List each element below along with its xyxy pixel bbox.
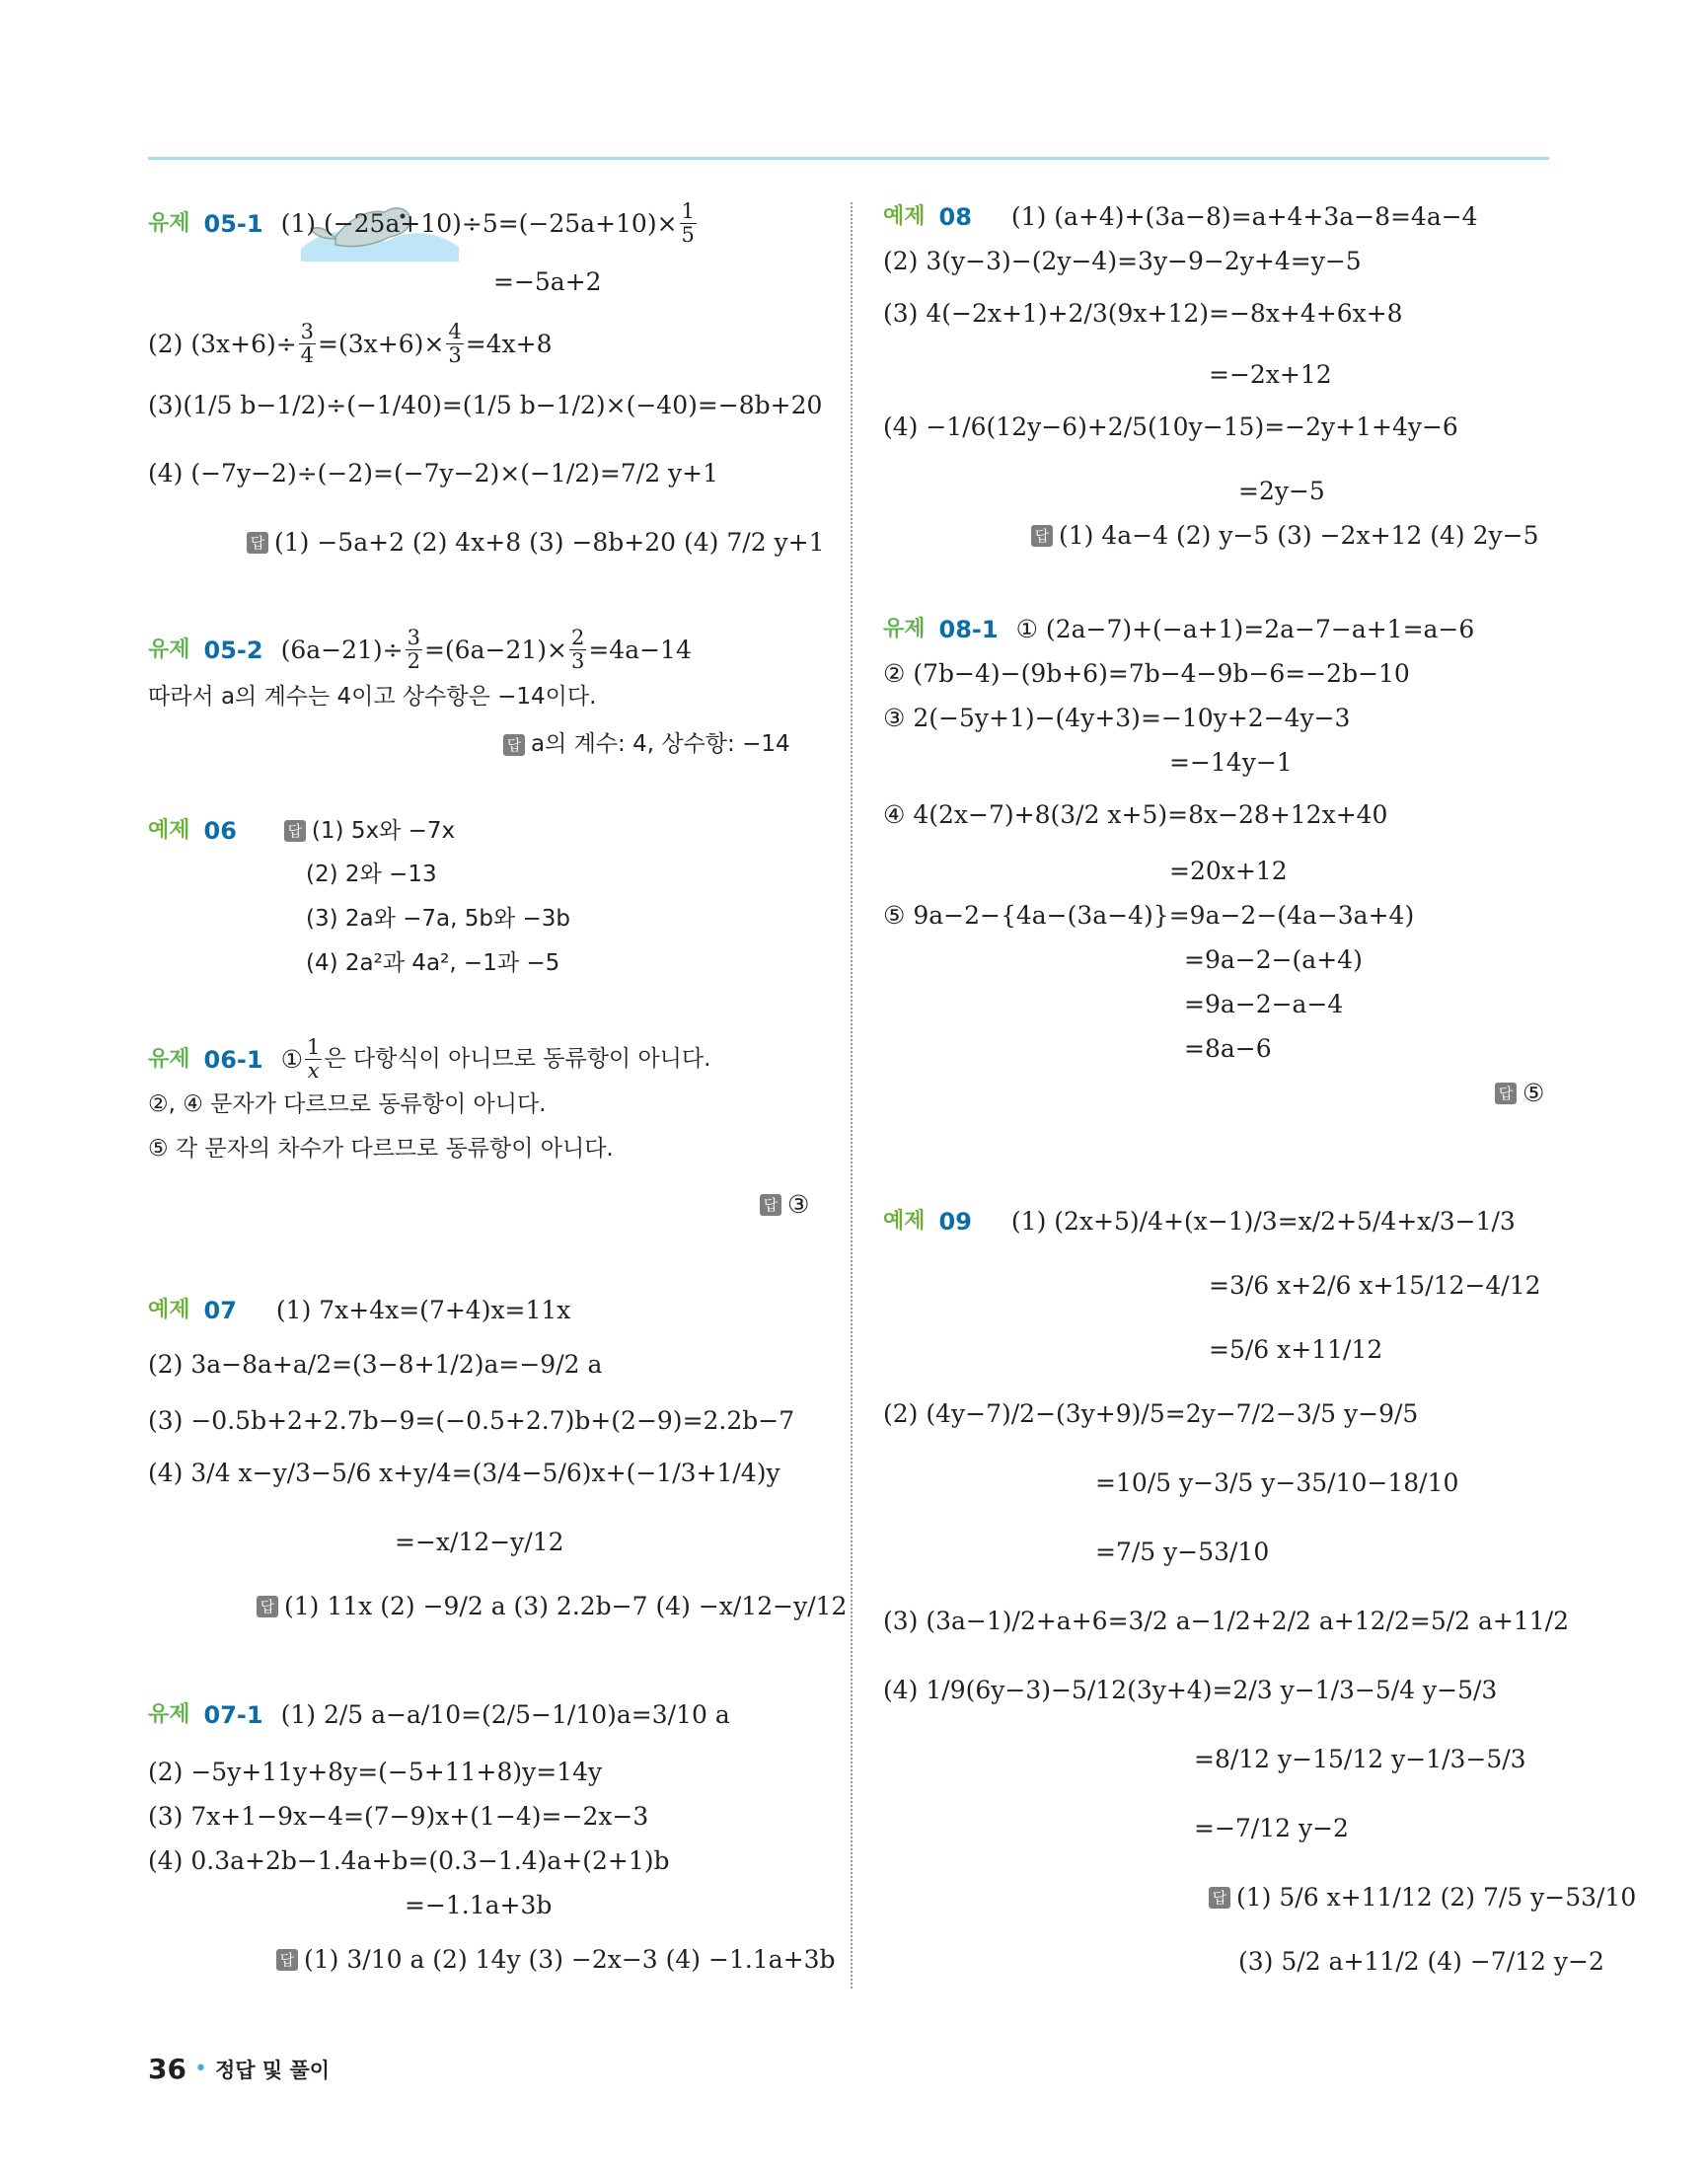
page-number: 36 (148, 2053, 186, 2085)
answer-badge: 답 (503, 734, 525, 756)
answer-badge: 답 (760, 1194, 781, 1216)
page-header (148, 94, 1559, 173)
equation-line: (3) 4(−2x+1)+2/3(9x+12)=−8x+4+6x+8 (883, 299, 1403, 328)
equation-line: =−7/12 y−2 (1194, 1814, 1349, 1842)
equation-line: =20x+12 (1169, 857, 1288, 885)
equation-line: =−x/12−y/12 (395, 1528, 564, 1556)
equation-line: ③ 2(−5y+1)−(4y+3)=−10y+2−4y−3 (883, 704, 1351, 732)
equation-line: (3) −0.5b+2+2.7b−9=(−0.5+2.7)b+(2−9)=2.2b−7 (148, 1406, 795, 1435)
answer-text: (1) 4a−4 (2) y−5 (3) −2x+12 (4) 2y−5 (1059, 521, 1539, 550)
equation-line: =8/12 y−15/12 y−1/3−5/3 (1194, 1745, 1526, 1773)
answer-text: (1) 11x (2) −9/2 a (3) 2.2b−7 (4) −x/12−y/12 (284, 1592, 848, 1620)
equation-line: (2) 3a−8a+a/2=(3−8+1/2)a=−9/2 a (148, 1350, 603, 1379)
explanation-text: ⑤ 각 문자의 차수가 다르므로 동류항이 아니다. (148, 1136, 614, 1162)
equation-line: (3)(1/5 b−1/2)÷(−1/40)=(1/5 b−1/2)×(−40)=−8b+20 (148, 391, 823, 419)
answer-text: ③ (787, 1190, 810, 1219)
answer-text: ⑤ (1522, 1079, 1545, 1107)
answer-badge: 답 (1209, 1887, 1230, 1909)
fraction: $\frac{3}{2}$ (407, 626, 420, 674)
equation-line: =−5a+2 (493, 267, 602, 296)
label-yeje: 예제 (883, 203, 926, 229)
fraction: $\frac{1}{x}$ (307, 1035, 321, 1084)
fraction: $\frac{1}{5}$ (681, 199, 695, 248)
header-rule (148, 157, 1549, 160)
footer-title: 정답 및 풀이 (214, 2058, 331, 2082)
answer-text: (1) 5/6 x+11/12 (2) 7/5 y−53/10 (1236, 1883, 1637, 1912)
equation-line: =9a−2−a−4 (1184, 990, 1344, 1018)
label-yuje: 유제 (148, 1701, 190, 1727)
equation-line: ⑤ 9a−2−{4a−(3a−4)}=9a−2−(4a−3a+4) (883, 901, 1415, 930)
equation-line: (2) 3(y−3)−(2y−4)=3y−9−2y+4=y−5 (883, 247, 1362, 275)
equation-line: (2) (3x+6)÷ (148, 330, 297, 359)
equation-line: (3) 7x+1−9x−4=(7−9)x+(1−4)=−2x−3 (148, 1802, 649, 1831)
equation-line: ② (7b−4)−(9b+6)=7b−4−9b−6=−2b−10 (883, 659, 1410, 688)
equation-line: =−14y−1 (1169, 748, 1293, 777)
label-yeje: 예제 (883, 1208, 926, 1234)
equation-line: (2) −5y+11y+8y=(−5+11+8)y=14y (148, 1758, 603, 1786)
page-footer (148, 2053, 330, 2085)
label-yeje: 예제 (148, 1297, 190, 1322)
answer-badge: 답 (284, 820, 306, 842)
equation-line: (4) 3/4 x−y/3−5/6 x+y/4=(3/4−5/6)x+(−1/3+1/4)y (148, 1459, 780, 1487)
problem-number: 05-2 (203, 636, 263, 664)
answer-line: (3) 2a와 −7a, 5b와 −3b (306, 906, 571, 932)
equation-line: (4) (−7y−2)÷(−2)=(−7y−2)×(−1/2)=7/2 y+1 (148, 459, 719, 488)
equation-line: =2y−5 (1238, 477, 1325, 505)
equation-line: (3) (3a−1)/2+a+6=3/2 a−1/2+2/2 a+12/2=5/2 a+11/2 (883, 1607, 1570, 1635)
problem-number: 08-1 (938, 615, 999, 643)
answer-text: a의 계수: 4, 상수항: −14 (531, 731, 790, 757)
problem-number: 06-1 (203, 1045, 263, 1074)
answer-badge: 답 (1031, 525, 1053, 547)
explanation-text: 따라서 a의 계수는 4이고 상수항은 −14이다. (148, 684, 597, 710)
equation-line: =9a−2−(a+4) (1184, 945, 1363, 974)
problem-number: 05-1 (203, 209, 263, 238)
fraction: $\frac{2}{3}$ (570, 626, 585, 674)
problem-number: 08 (938, 202, 972, 231)
label-yuje: 유제 (148, 210, 190, 236)
equation-line: =10/5 y−3/5 y−35/10−18/10 (1095, 1468, 1459, 1497)
bullet-dot-icon: • (193, 2057, 207, 2081)
answer-text: (1) −5a+2 (2) 4x+8 (3) −8b+20 (4) 7/2 y+1 (274, 528, 825, 557)
problem-number: 07 (203, 1296, 237, 1324)
equation-line: (4) 1/9(6y−3)−5/12(3y+4)=2/3 y−1/3−5/4 y−5/3 (883, 1676, 1498, 1704)
equation-line: (1) (−25a+10)÷5=(−25a+10)× (280, 209, 678, 239)
equation-line: =7/5 y−53/10 (1095, 1538, 1270, 1566)
label-yeje: 예제 (148, 818, 190, 843)
answer-badge: 답 (247, 532, 268, 554)
answer-line: (4) 2a²과 4a², −1과 −5 (306, 950, 560, 976)
answer-text: (1) 3/10 a (2) 14y (3) −2x−3 (4) −1.1a+3b (304, 1945, 836, 1974)
column-divider (851, 202, 853, 1988)
equation-line: (4) 0.3a+2b−1.4a+b=(0.3−1.4)a+(2+1)b (148, 1846, 670, 1875)
equation-line: ④ 4(2x−7)+8(3/2 x+5)=8x−28+12x+40 (883, 800, 1388, 829)
answer-badge: 답 (276, 1949, 298, 1971)
answer-line: (2) 2와 −13 (306, 862, 437, 887)
label-yuje: 유제 (883, 616, 926, 641)
equation-line: (4) −1/6(12y−6)+2/5(10y−15)=−2y+1+4y−6 (883, 413, 1458, 441)
problem-number: 07-1 (203, 1700, 263, 1729)
equation-line: =8a−6 (1184, 1034, 1272, 1063)
problem-number: 09 (938, 1207, 972, 1236)
equation-line: =3/6 x+2/6 x+15/12−4/12 (1209, 1271, 1541, 1300)
equation-line: (2) (4y−7)/2−(3y+9)/5=2y−7/2−3/5 y−9/5 (883, 1399, 1419, 1428)
explanation-text: ②, ④ 문자가 다르므로 동류항이 아니다. (148, 1091, 547, 1117)
problem-number: 06 (203, 817, 237, 845)
answer-badge: 답 (257, 1596, 278, 1617)
answer-badge: 답 (1495, 1083, 1517, 1104)
fraction: $\frac{3}{4}$ (300, 320, 315, 368)
equation-line: =−2x+12 (1209, 360, 1332, 389)
label-yuje: 유제 (148, 1046, 190, 1072)
label-yuje: 유제 (148, 637, 190, 662)
fraction: $\frac{4}{3}$ (448, 320, 462, 368)
equation-line: =−1.1a+3b (405, 1891, 553, 1919)
answer-text: (3) 5/2 a+11/2 (4) −7/12 y−2 (1238, 1947, 1604, 1976)
equation-line: =5/6 x+11/12 (1209, 1335, 1383, 1364)
